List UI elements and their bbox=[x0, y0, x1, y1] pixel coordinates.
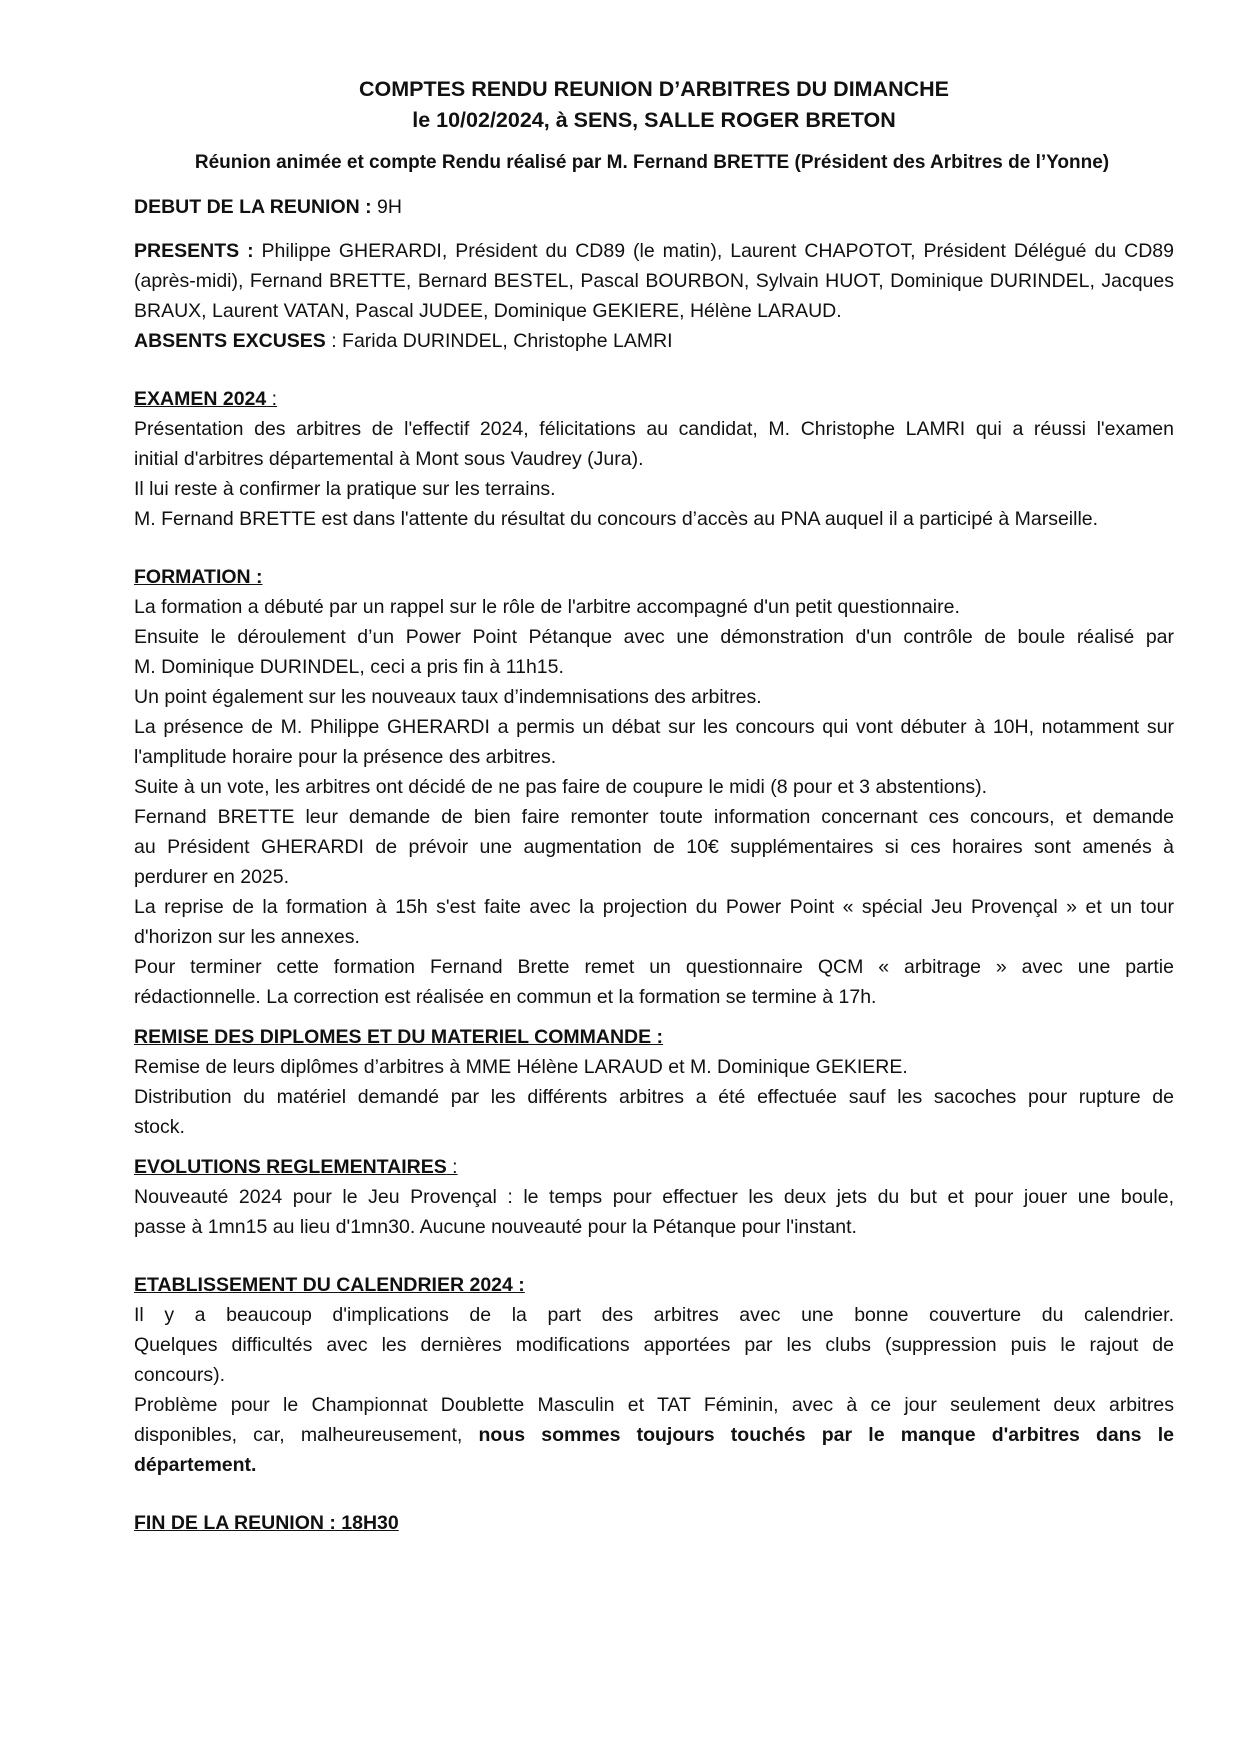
calendrier-line-3: concours). bbox=[134, 1364, 226, 1386]
formation-line-13: Pour terminer cette formation Fernand Brette remet un questionnaire QCM « arbitrage » avec une partie bbox=[134, 956, 1174, 978]
formation-line-5: La présence de M. Philippe GHERARDI a permis un débat sur les concours qui vont débuter à 10H, notamment sur bbox=[134, 716, 1174, 738]
presents-section bbox=[134, 236, 1174, 356]
formation-line-6: l'amplitude horaire pour la présence des arbitres. bbox=[134, 746, 557, 768]
evolutions-line-2: passe à 1mn15 au lieu d'1mn30. Aucune nouveauté pour la Pétanque pour l'instant. bbox=[134, 1216, 857, 1238]
evolutions-section bbox=[134, 1152, 1174, 1242]
formation-line-12: d'horizon sur les annexes. bbox=[134, 926, 360, 948]
presents-line-2: (après-midi), Fernand BRETTE, Bernard BESTEL, Pascal BOURBON, Sylvain HUOT, Dominique DURINDEL, Jacques bbox=[134, 270, 1174, 292]
formation-line-9: au Président GHERARDI de prévoir une augmentation de 10€ supplémentaires si ces horaires sont amenés à bbox=[134, 836, 1174, 858]
examen-line-2: initial d'arbitres départemental à Mont sous Vaudrey (Jura). bbox=[134, 448, 644, 470]
calendrier-line-6: département. bbox=[134, 1454, 257, 1476]
examen-line-3: Il lui reste à confirmer la pratique sur les terrains. bbox=[134, 478, 556, 500]
absents-line bbox=[134, 326, 1174, 356]
presents-text-1: Philippe GHERARDI, Président du CD89 (le matin), Laurent CHAPOTOT, Président Délégué du CD89 bbox=[253, 240, 1174, 262]
formation-line-1: La formation a débuté par un rappel sur le rôle de l'arbitre accompagné d'un petit questionnaire. bbox=[134, 596, 960, 618]
formation-line-11: La reprise de la formation à 15h s'est faite avec la projection du Power Point « spécial Jeu Provençal » et un tour bbox=[134, 896, 1174, 918]
examen-line-1: Présentation des arbitres de l'effectif 2024, félicitations au candidat, M. Christophe LAMRI qui a réussi l'examen bbox=[134, 418, 1174, 440]
presents-line-1 bbox=[134, 236, 1174, 266]
evolutions-heading-text: EVOLUTIONS REGLEMENTAIRES bbox=[134, 1156, 447, 1178]
calendrier-heading: ETABLISSEMENT DU CALENDRIER 2024 : bbox=[134, 1274, 525, 1296]
fin-section bbox=[134, 1508, 1174, 1538]
debut-label: DEBUT DE LA REUNION : bbox=[134, 196, 372, 218]
title-line-1: COMPTES RENDU REUNION D’ARBITRES DU DIMANCHE bbox=[358, 77, 950, 101]
remise-line-3: stock. bbox=[134, 1116, 185, 1138]
formation-line-2: Ensuite le déroulement d’un Power Point Pétanque avec une démonstration d'un contrôle de boule réalisé par bbox=[134, 626, 1174, 648]
document-title bbox=[134, 74, 1174, 136]
calendrier-line-5-bold: nous sommes toujours touchés par le manque d'arbitres dans le bbox=[478, 1424, 1174, 1446]
calendrier-line-5-regular: disponibles, car, malheureusement, bbox=[134, 1424, 479, 1446]
debut-value: 9H bbox=[371, 196, 402, 218]
fin-heading: FIN DE LA REUNION : 18H30 bbox=[134, 1512, 399, 1534]
examen-heading-suffix: : bbox=[266, 388, 278, 410]
remise-heading: REMISE DES DIPLOMES ET DU MATERIEL COMMANDE : bbox=[134, 1026, 664, 1048]
calendrier-line-4: Problème pour le Championnat Doublette Masculin et TAT Féminin, avec à ce jour seulement deux arbitres bbox=[134, 1394, 1174, 1416]
title-line-2: le 10/02/2024, à SENS, SALLE ROGER BRETON bbox=[412, 108, 896, 132]
formation-section bbox=[134, 562, 1174, 1012]
formation-line-14: rédactionnelle. La correction est réalisée en commun et la formation se termine à 17h. bbox=[134, 986, 877, 1008]
evolutions-heading-suffix: : bbox=[446, 1156, 458, 1178]
examen-section bbox=[134, 384, 1174, 534]
absents-label: ABSENTS EXCUSES bbox=[134, 330, 326, 352]
calendrier-section bbox=[134, 1270, 1174, 1480]
examen-heading bbox=[134, 384, 1174, 414]
examen-heading-text: EXAMEN 2024 bbox=[134, 388, 267, 410]
remise-line-2: Distribution du matériel demandé par les différents arbitres a été effectuée sauf les sacoches pour rupture de bbox=[134, 1086, 1174, 1108]
calendrier-line-5 bbox=[134, 1420, 1174, 1450]
calendrier-line-2: Quelques difficultés avec les dernières modifications apportées par les clubs (suppression puis le rajout de bbox=[134, 1334, 1174, 1356]
document-subtitle: Réunion animée et compte Rendu réalisé par M. Fernand BRETTE (Président des Arbitres de l’Yonne) bbox=[194, 152, 1110, 173]
evolutions-heading bbox=[134, 1152, 1174, 1182]
formation-line-4: Un point également sur les nouveaux taux d’indemnisations des arbitres. bbox=[134, 686, 762, 708]
presents-label: PRESENTS : bbox=[134, 240, 254, 262]
formation-line-10: perdurer en 2025. bbox=[134, 866, 290, 888]
presents-line-3: BRAUX, Laurent VATAN, Pascal JUDEE, Dominique GEKIERE, Hélène LARAUD. bbox=[134, 300, 842, 322]
examen-line-4: M. Fernand BRETTE est dans l'attente du résultat du concours d’accès au PNA auquel il a participé à Marseille. bbox=[134, 508, 1099, 530]
absents-value: : Farida DURINDEL, Christophe LAMRI bbox=[325, 330, 673, 352]
evolutions-line-1: Nouveauté 2024 pour le Jeu Provençal : le temps pour effectuer les deux jets du but et pour jouer une boule, bbox=[134, 1186, 1174, 1208]
formation-heading: FORMATION : bbox=[134, 566, 263, 588]
debut-reunion bbox=[134, 192, 1174, 222]
remise-section bbox=[134, 1022, 1174, 1142]
document-content bbox=[134, 74, 1174, 1538]
formation-line-7: Suite à un vote, les arbitres ont décidé de ne pas faire de coupure le midi (8 pour et 3 abstentions). bbox=[134, 776, 988, 798]
remise-line-1: Remise de leurs diplômes d’arbitres à MME Hélène LARAUD et M. Dominique GEKIERE. bbox=[134, 1056, 908, 1078]
formation-line-3: M. Dominique DURINDEL, ceci a pris fin à 11h15. bbox=[134, 656, 564, 678]
formation-line-8: Fernand BRETTE leur demande de bien faire remonter toute information concernant ces concours, et demande bbox=[134, 806, 1174, 828]
calendrier-line-1: Il y a beaucoup d'implications de la part des arbitres avec une bonne couverture du calendrier. bbox=[134, 1304, 1174, 1326]
